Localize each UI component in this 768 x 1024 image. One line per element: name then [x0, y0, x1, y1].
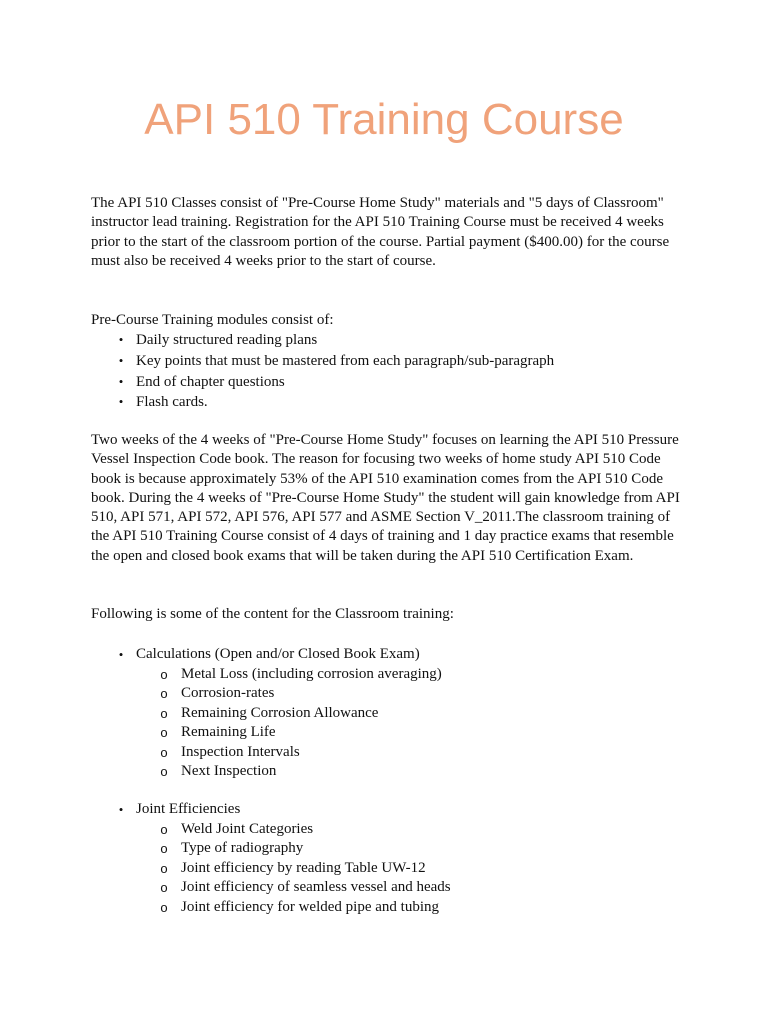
circle-bullet-icon: o: [160, 880, 168, 895]
topic-calculations: [91, 645, 691, 782]
sub-list: [91, 665, 691, 782]
topic-heading: [91, 800, 691, 820]
circle-bullet-icon: o: [160, 725, 168, 740]
topic-joint-efficiencies: [91, 800, 691, 917]
sub-list-item-text: Inspection Intervals: [181, 743, 300, 760]
sub-list-item-text: Joint efficiency by reading Table UW-12: [181, 859, 426, 876]
circle-bullet-icon: o: [160, 899, 168, 915]
topic-heading-text: Calculations (Open and/or Closed Book Exam): [136, 646, 420, 662]
sub-list-item: [91, 743, 691, 763]
bullet-icon: •: [118, 394, 124, 410]
sub-list-item: [91, 704, 691, 724]
classroom-intro: Following is some of the content for the Classroom training:: [91, 606, 454, 622]
circle-bullet-icon: o: [160, 821, 168, 837]
circle-bullet-icon: o: [160, 666, 168, 682]
intro-paragraph: The API 510 Classes consist of "Pre-Course Home Study" materials and "5 days of Classroom" instructor lead training. Registration for the API 510 Training Course must be received 4 weeks prior to the start of the classroom portion of the course. Partial payment ($400.00) for the course must also be received 4 weeks prior to the start of course.: [91, 195, 670, 269]
sub-list-item: [91, 820, 691, 840]
sub-list-item: [91, 859, 691, 879]
bullet-icon: •: [118, 352, 124, 368]
list-item-text: End of chapter questions: [136, 373, 285, 390]
page-title: API 510 Training Course: [144, 95, 624, 144]
sub-list-item: [91, 762, 691, 782]
sub-list-item: [91, 878, 691, 898]
sub-list-item: [91, 723, 691, 743]
circle-bullet-icon: o: [160, 841, 168, 856]
bullet-icon: •: [118, 802, 124, 817]
sub-list-item-text: Remaining Corrosion Allowance: [181, 704, 379, 721]
sub-list-item-text: Joint efficiency for welded pipe and tubing: [181, 898, 439, 915]
circle-bullet-icon: o: [160, 764, 168, 779]
circle-bullet-icon: o: [160, 686, 168, 701]
list-item-text: Key points that must be mastered from each paragraph/sub-paragraph: [136, 352, 555, 369]
circle-bullet-icon: o: [160, 705, 168, 721]
sub-list-item-text: Corrosion-rates: [181, 685, 275, 701]
sub-list-item-text: Metal Loss (including corrosion averaging): [181, 665, 442, 682]
sub-list-item-text: Weld Joint Categories: [181, 820, 314, 837]
modules-list: [91, 330, 691, 413]
list-item: [91, 351, 691, 372]
topic-heading: [91, 645, 691, 665]
bullet-icon: •: [118, 373, 124, 389]
sub-list-item: [91, 684, 691, 704]
sub-list-item: [91, 898, 691, 918]
list-item: [91, 392, 691, 413]
list-item: [91, 330, 691, 351]
circle-bullet-icon: o: [160, 860, 168, 876]
sub-list-item: [91, 839, 691, 859]
list-item-text: Daily structured reading plans: [136, 332, 318, 348]
topic-heading-text: Joint Efficiencies: [136, 801, 241, 817]
sub-list-item-text: Type of radiography: [181, 840, 304, 856]
sub-list-item: [91, 665, 691, 685]
bullet-icon: •: [118, 647, 124, 662]
sub-list: [91, 820, 691, 918]
modules-intro: Pre-Course Training modules consist of:: [91, 312, 334, 328]
sub-list-item-text: Remaining Life: [181, 724, 276, 740]
circle-bullet-icon: o: [160, 744, 168, 760]
list-item: [91, 372, 691, 393]
bullet-icon: •: [118, 332, 124, 347]
sub-list-item-text: Next Inspection: [181, 763, 277, 779]
sub-list-item-text: Joint efficiency of seamless vessel and heads: [181, 879, 451, 895]
list-item-text: Flash cards.: [136, 394, 208, 411]
home-study-paragraph: Two weeks of the 4 weeks of "Pre-Course Home Study" focuses on learning the API 510 Pressure Vessel Inspection Code book. The reason for focusing two weeks of home study API 510 Code book is because approximately 53% of the API 510 examination comes from the API 510 Code book. During the 4 weeks of "Pre-Course Home Study" the student will gain knowledge from API 510, API 571, API 572, API 576, API 577 and ASME Section V_2011.The classroom training of the API 510 Training Course consist of 4 days of training and 1 day practice exams that resemble the open and closed book exams that will be taken during the API 510 Certification Exam.: [91, 432, 680, 564]
